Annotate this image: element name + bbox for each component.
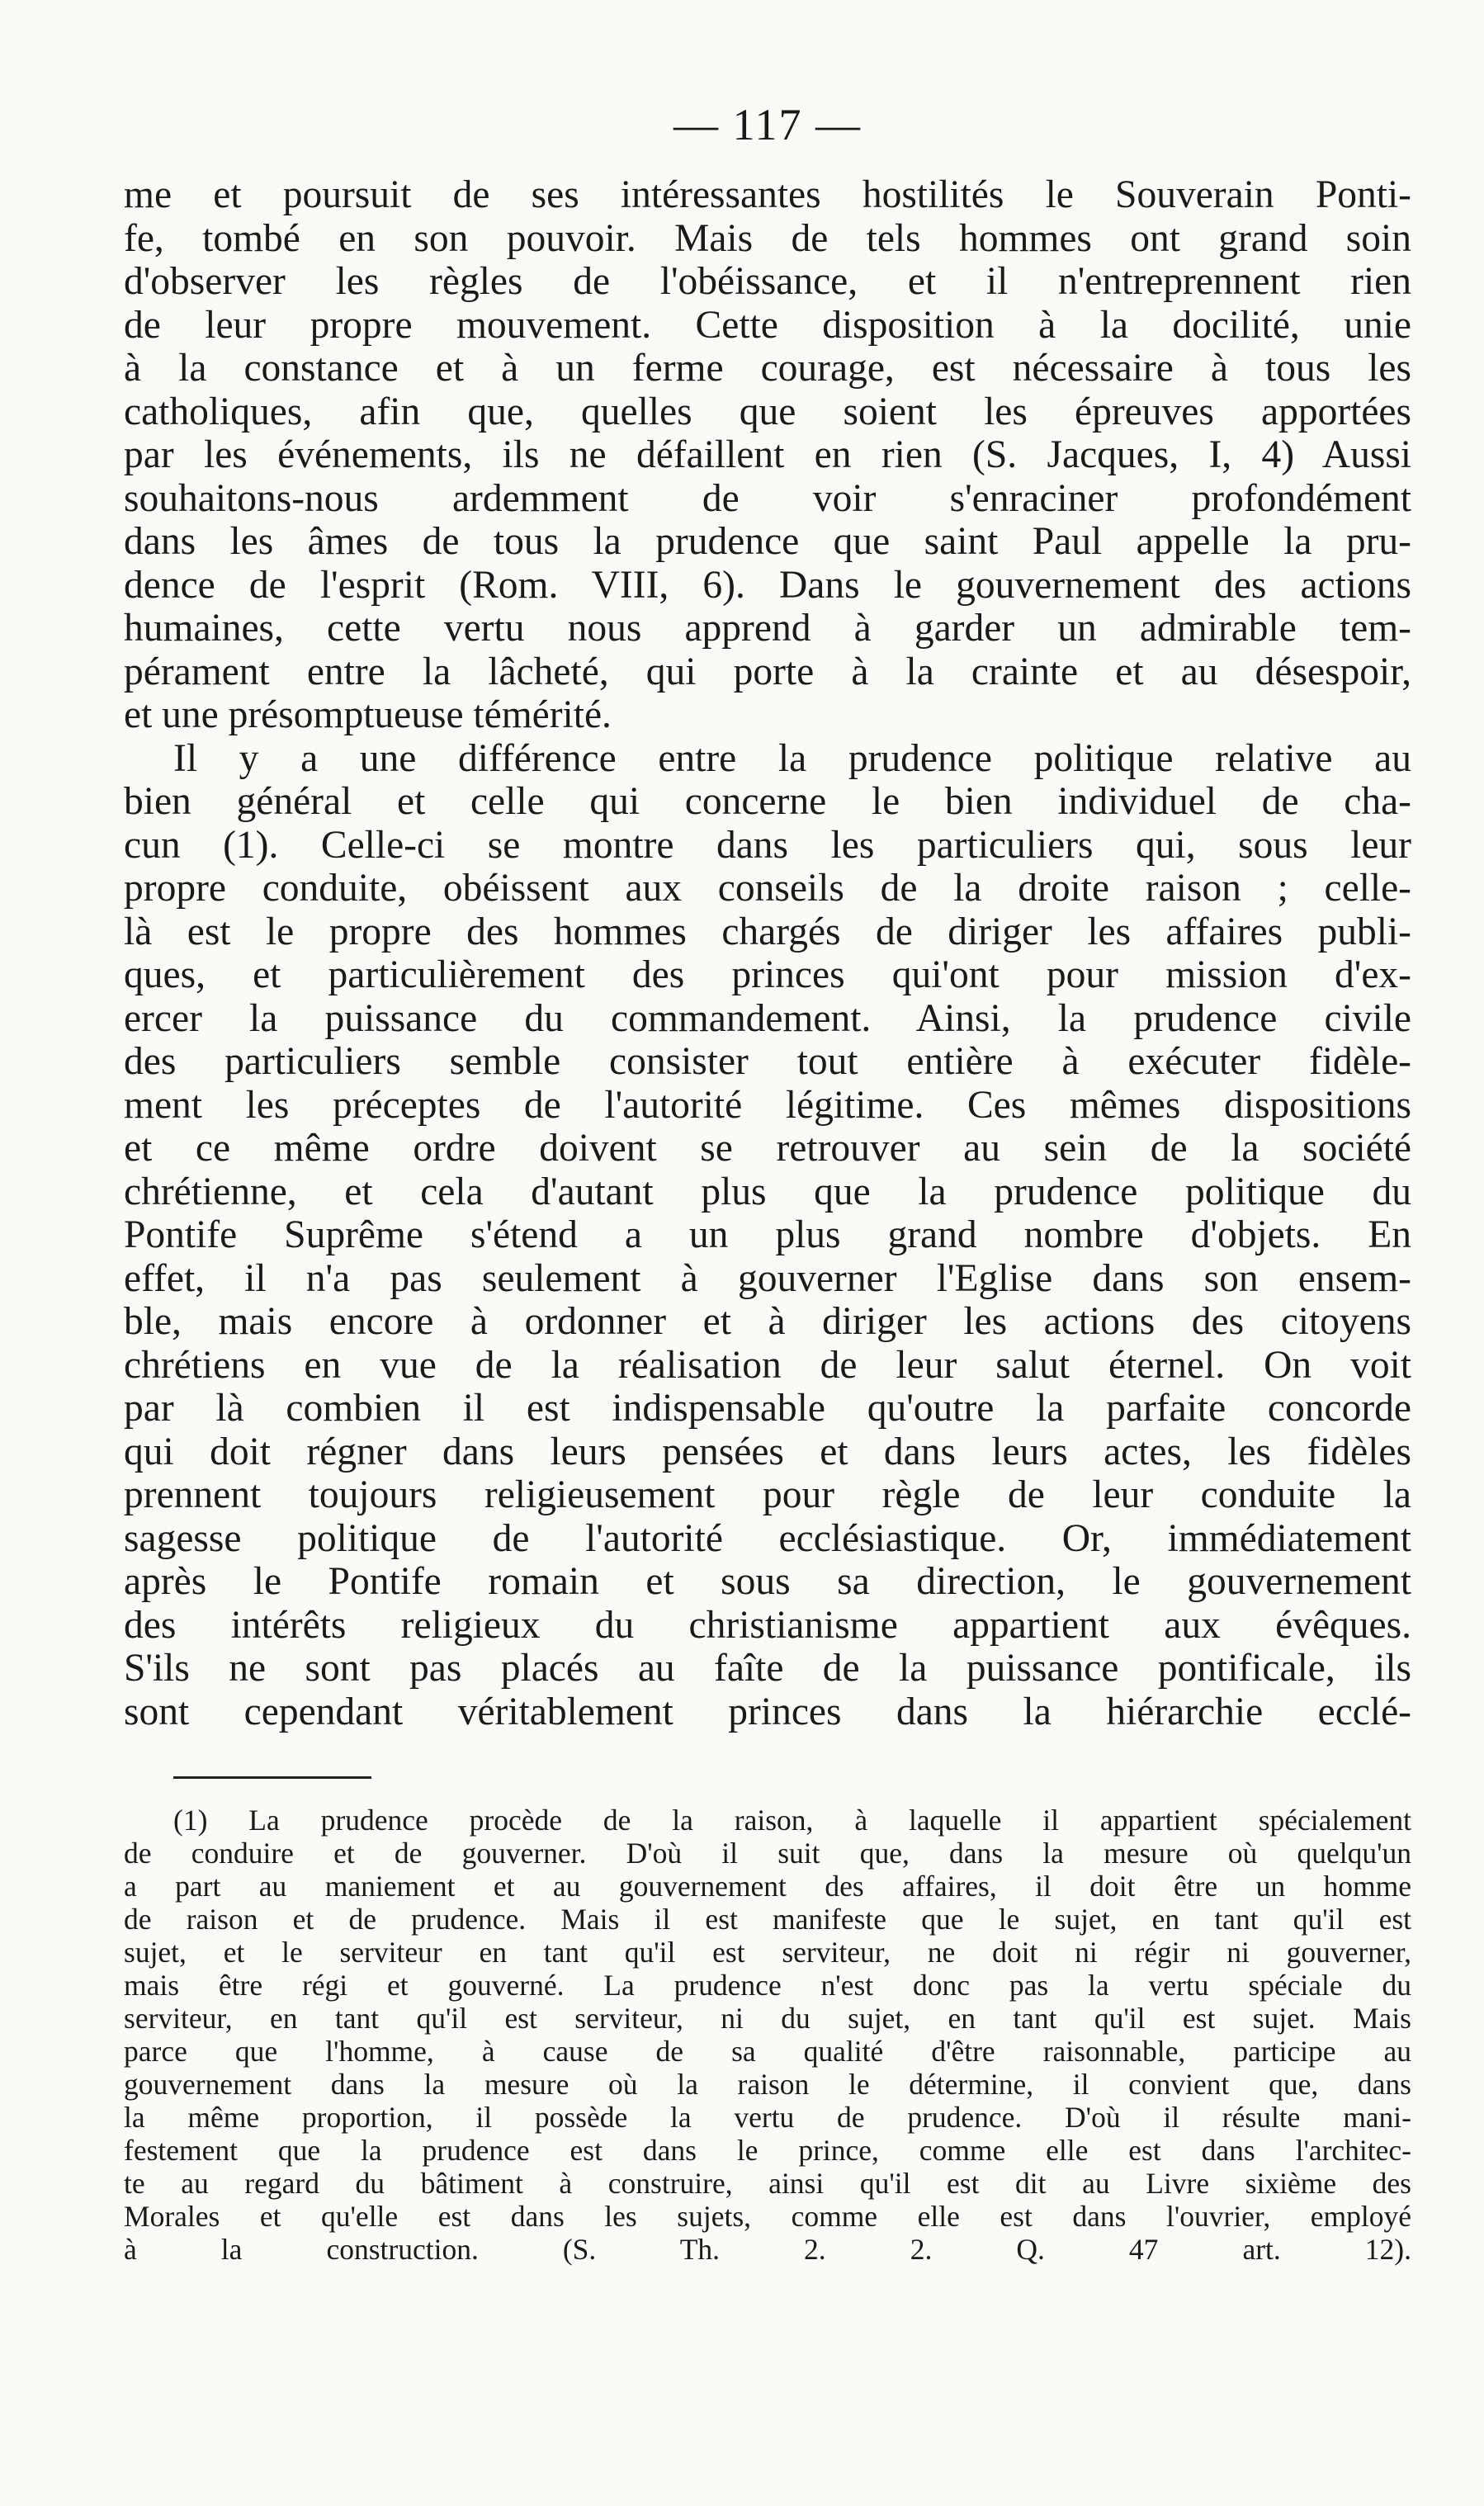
text-line: d'observer les règles de l'obéissance, et il n'entreprennent rien	[124, 260, 1411, 303]
text-line: chrétienne, et cela d'autant plus que la prudence politique du	[124, 1170, 1411, 1213]
footnote-line: sujet, et le serviteur en tant qu'il est serviteur, ne doit ni régir ni gouverner,	[124, 1936, 1411, 1969]
text-line: pérament entre la lâcheté, qui porte à la crainte et au désespoir,	[124, 650, 1411, 693]
footnote-line: te au regard du bâtiment à construire, ainsi qu'il est dit au Livre sixième des	[124, 2167, 1411, 2200]
text-line: des intérêts religieux du christianisme appartient aux évêques.	[124, 1603, 1411, 1647]
footnote-line: à la construction. (S. Th. 2. 2. Q. 47 art. 12).	[124, 2233, 1411, 2266]
footnote-line: serviteur, en tant qu'il est serviteur, ni du sujet, en tant qu'il est sujet. Mais	[124, 2002, 1411, 2035]
text-line: là est le propre des hommes chargés de diriger les affaires publi-	[124, 910, 1411, 953]
footnote-line: de raison et de prudence. Mais il est manifeste que le sujet, en tant qu'il est	[124, 1903, 1411, 1936]
text-line: ble, mais encore à ordonner et à diriger les actions des citoyens	[124, 1300, 1411, 1343]
text-line: qui doit régner dans leurs pensées et dans leurs actes, les fidèles	[124, 1430, 1411, 1473]
text-line: cun (1). Celle-ci se montre dans les particuliers qui, sous leur	[124, 823, 1411, 867]
footnote-line: a part au maniement et au gouvernement des affaires, il doit être un homme	[124, 1870, 1411, 1903]
text-line: S'ils ne sont pas placés au faîte de la puissance pontificale, ils	[124, 1647, 1411, 1690]
text-line: sagesse politique de l'autorité ecclésiastique. Or, immédiatement	[124, 1516, 1411, 1560]
text-line: et ce même ordre doivent se retrouver au sein de la société	[124, 1127, 1411, 1170]
footnote-line: la même proportion, il possède la vertu de prudence. D'où il résulte mani-	[124, 2101, 1411, 2134]
footnote-line: de conduire et de gouverner. D'où il suit que, dans la mesure où quelqu'un	[124, 1837, 1411, 1870]
footnote-line: (1) La prudence procède de la raison, à laquelle il appartient spécialement	[173, 1804, 1411, 1837]
footnote-line: Morales et qu'elle est dans les sujets, comme elle est dans l'ouvrier, employé	[124, 2200, 1411, 2233]
text-line: dans les âmes de tous la prudence que saint Paul appelle la pru-	[124, 520, 1411, 563]
text-line: ment les préceptes de l'autorité légitime. Ces mêmes dispositions	[124, 1083, 1411, 1127]
footnote-rule	[173, 1776, 371, 1779]
footnote	[124, 1804, 1411, 2266]
text-line: dence de l'esprit (Rom. VIII, 6). Dans le gouvernement des actions	[124, 563, 1411, 607]
text-line: Pontife Suprême s'étend a un plus grand nombre d'objets. En	[124, 1213, 1411, 1256]
text-line: par les événements, ils ne défaillent en rien (S. Jacques, I, 4) Aussi	[124, 433, 1411, 476]
text-line: par là combien il est indispensable qu'outre la parfaite concorde	[124, 1387, 1411, 1430]
text-line: à la constance et à un ferme courage, est nécessaire à tous les	[124, 347, 1411, 390]
text-line: catholiques, afin que, quelles que soient les épreuves apportées	[124, 390, 1411, 433]
footnote-line: mais être régi et gouverné. La prudence n'est donc pas la vertu spéciale du	[124, 1969, 1411, 2002]
footnote-line: festement que la prudence est dans le prince, comme elle est dans l'architec-	[124, 2134, 1411, 2167]
text-line: sont cependant véritablement princes dans la hiérarchie ecclé-	[124, 1690, 1411, 1733]
text-line: humaines, cette vertu nous apprend à garder un admirable tem-	[124, 607, 1411, 650]
text-line: chrétiens en vue de la réalisation de leur salut éternel. On voit	[124, 1343, 1411, 1387]
text-line: bien général et celle qui concerne le bien individuel de cha-	[124, 780, 1411, 823]
text-line: ques, et particulièrement des princes qui'ont pour mission d'ex-	[124, 953, 1411, 996]
footnote-line: parce que l'homme, à cause de sa qualité d'être raisonnable, participe au	[124, 2035, 1411, 2068]
text-line: ercer la puissance du commandement. Ainsi, la prudence civile	[124, 996, 1411, 1040]
text-line: fe, tombé en son pouvoir. Mais de tels hommes ont grand soin	[124, 216, 1411, 260]
main-text	[124, 173, 1411, 1733]
text-line: propre conduite, obéissent aux conseils de la droite raison ; celle-	[124, 867, 1411, 910]
text-line: des particuliers semble consister tout entière à exécuter fidèle-	[124, 1040, 1411, 1083]
text-line: et une présomptueuse témérité.	[124, 693, 612, 736]
text-line: souhaitons-nous ardemment de voir s'enraciner profondément	[124, 476, 1411, 520]
book-page	[124, 99, 1411, 2266]
text-line: effet, il n'a pas seulement à gouverner l'Eglise dans son ensem-	[124, 1256, 1411, 1300]
text-line: prennent toujours religieusement pour règle de leur conduite la	[124, 1473, 1411, 1516]
text-line: de leur propre mouvement. Cette disposition à la docilité, unie	[124, 303, 1411, 347]
footnote-line: gouvernement dans la mesure où la raison le détermine, il convient que, dans	[124, 2068, 1411, 2101]
text-line: après le Pontife romain et sous sa direction, le gouvernement	[124, 1560, 1411, 1603]
text-line: Il y a une différence entre la prudence politique relative au	[173, 736, 1411, 780]
text-line: me et poursuit de ses intéressantes hostilités le Souverain Ponti-	[124, 173, 1411, 216]
page-number: — 117 —	[673, 100, 862, 149]
